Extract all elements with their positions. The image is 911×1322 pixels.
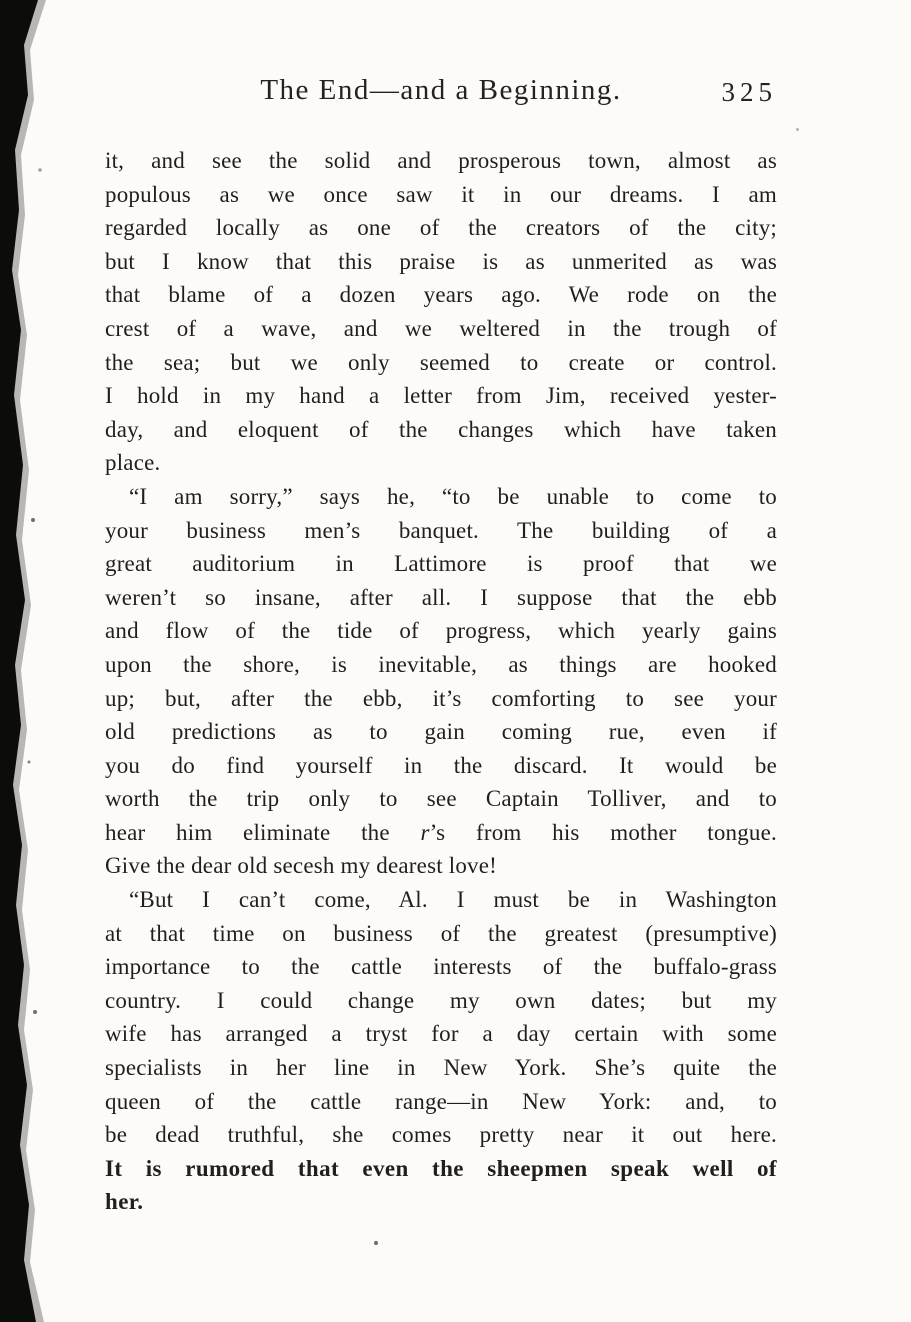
text-line: wife has arranged a tryst for a day certain with some	[105, 1021, 777, 1047]
text-line: at that time on business of the greatest (presumptive)	[105, 920, 777, 946]
text-line: country. I could change my own dates; but my	[105, 987, 777, 1013]
page-title: The End—and a Beginning.	[260, 74, 622, 106]
text-line: I hold in my hand a letter from Jim, received yester-	[105, 383, 777, 409]
text-line: worth the trip only to see Captain Tolliver, and to	[105, 786, 777, 812]
text-line: populous as we once saw it in our dreams. I am	[105, 181, 777, 207]
scan-speck	[374, 1241, 378, 1245]
text-line: it, and see the solid and prosperous town, almost as	[105, 148, 777, 173]
paragraph	[105, 480, 777, 883]
running-header	[105, 74, 777, 118]
text-line: upon the shore, is inevitable, as things are hooked	[105, 651, 777, 677]
text-line: It is rumored that even the sheepmen speak well of	[105, 1155, 777, 1181]
text-line: your business men’s banquet. The building of a	[105, 517, 777, 543]
text-line: day, and eloquent of the changes which have taken	[105, 416, 777, 442]
page-body	[105, 144, 777, 1219]
scan-speck	[796, 128, 799, 131]
scan-gutter-shadow	[0, 0, 60, 1322]
text-line: place.	[105, 450, 161, 476]
text-line: be dead truthful, she comes pretty near it out here.	[105, 1122, 777, 1148]
text-line: and flow of the tide of progress, which yearly gains	[105, 618, 777, 644]
text-line: weren’t so insane, after all. I suppose that the ebb	[105, 584, 777, 610]
page-number: 325	[721, 77, 777, 107]
text-line: hear him eliminate the r’s from his mother tongue.	[105, 819, 777, 845]
text-line: “But I can’t come, Al. I must be in Washington	[129, 887, 777, 913]
text-line: queen of the cattle range—in New York: and, to	[105, 1088, 777, 1114]
text-line: but I know that this praise is as unmerited as was	[105, 248, 777, 274]
text-line: you do find yourself in the discard. It would be	[105, 752, 777, 778]
text-line: crest of a wave, and we weltered in the trough of	[105, 315, 777, 341]
text-line: the sea; but we only seemed to create or control.	[105, 349, 777, 375]
text-line: old predictions as to gain coming rue, even if	[105, 719, 777, 745]
text-line: “I am sorry,” says he, “to be unable to come to	[129, 483, 777, 509]
page-content	[105, 74, 777, 1219]
text-line: Give the dear old secesh my dearest love!	[105, 853, 498, 879]
text-line: specialists in her line in New York. She’s quite the	[105, 1055, 777, 1081]
text-line: her.	[105, 1189, 144, 1215]
paragraph	[105, 144, 777, 480]
text-line: that blame of a dozen years ago. We rode on the	[105, 282, 777, 308]
text-line: great auditorium in Lattimore is proof that we	[105, 551, 777, 577]
text-line: importance to the cattle interests of the buffalo-grass	[105, 954, 777, 980]
paragraph	[105, 883, 777, 1219]
text-line: regarded locally as one of the creators of the city;	[105, 215, 777, 241]
text-line: up; but, after the ebb, it’s comforting to see your	[105, 685, 777, 711]
